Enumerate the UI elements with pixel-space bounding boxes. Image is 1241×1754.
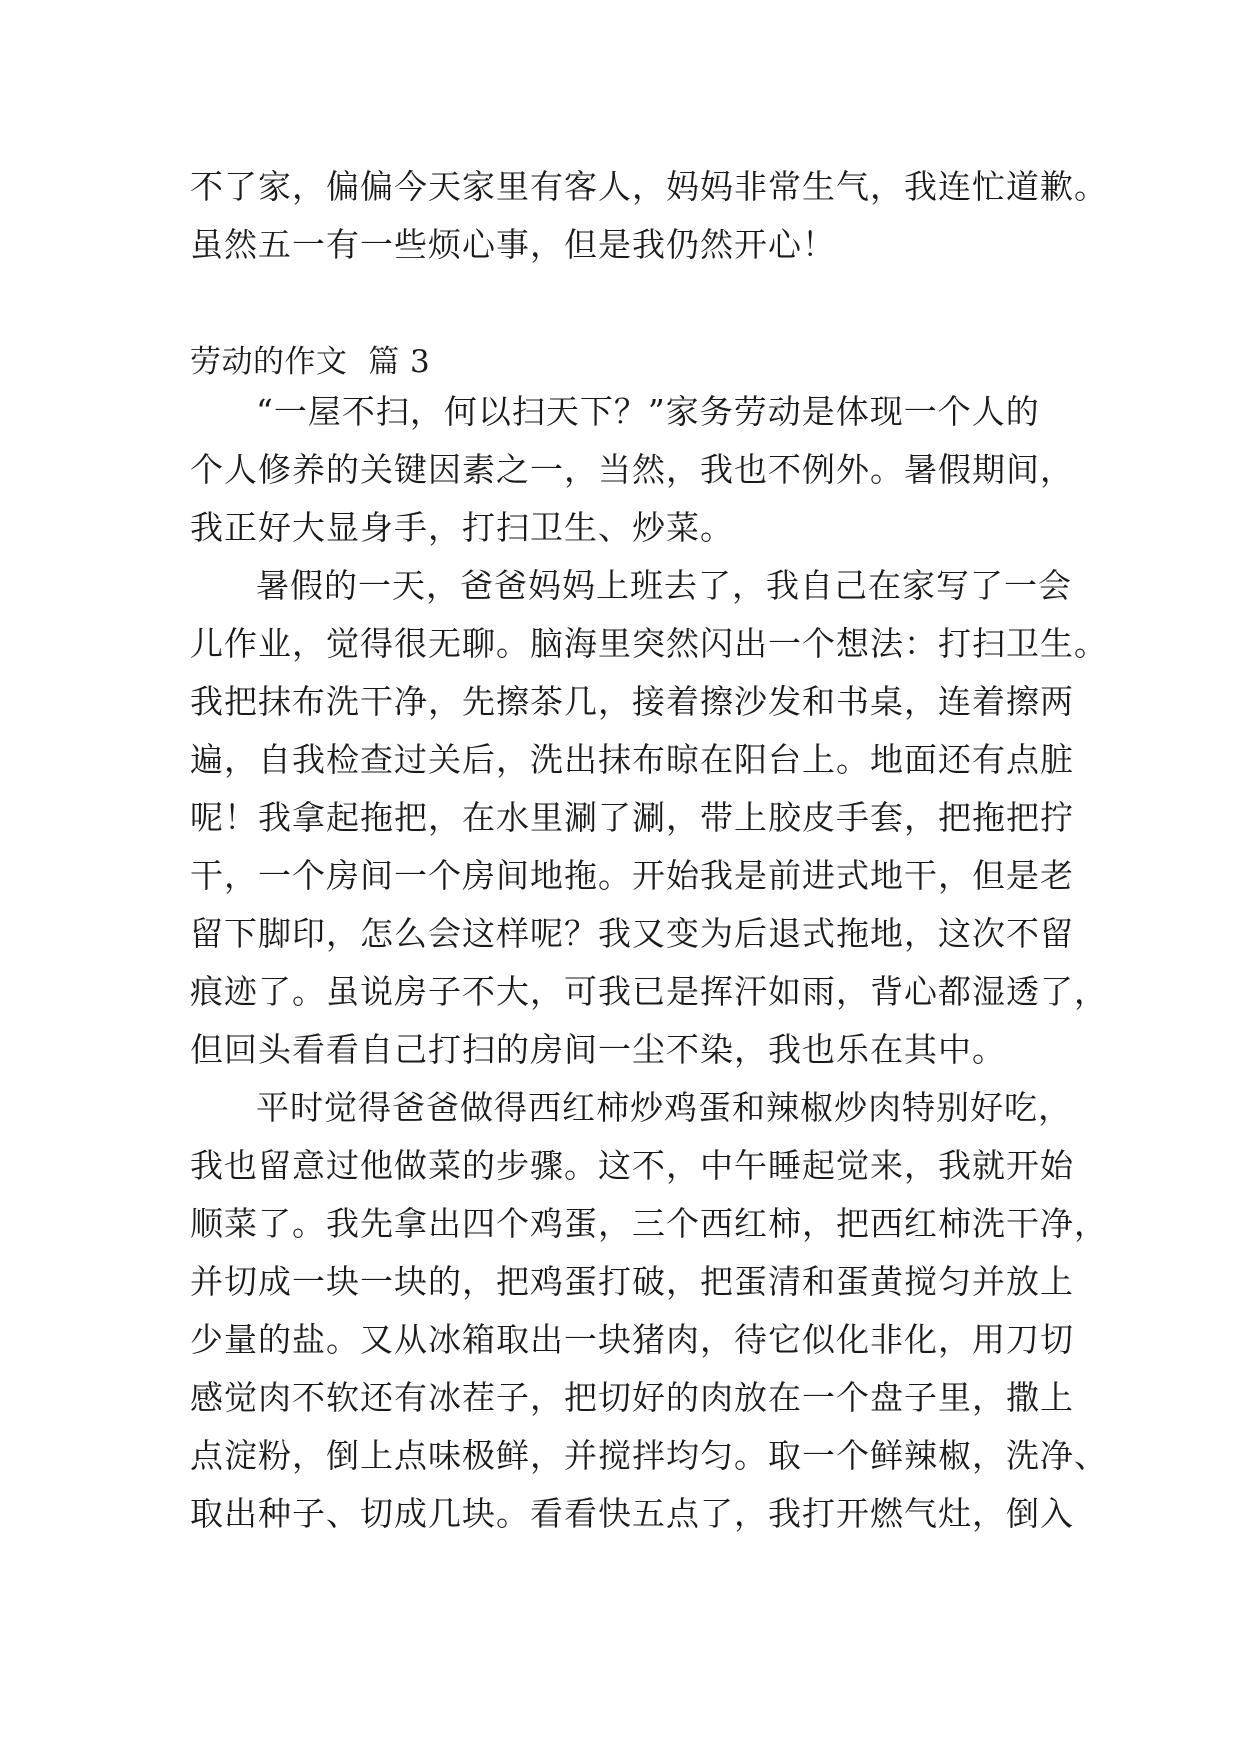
text-line: 暑假的一天，爸爸妈妈上班去了，我自己在家写了一会	[256, 566, 1072, 605]
essay-body	[190, 383, 1108, 1543]
text-line: 呢！我拿起拖把，在水里涮了涮，带上胶皮手套，把拖把拧	[190, 798, 1074, 837]
text-line: 儿作业，觉得很无聊。脑海里突然闪出一个想法：打扫卫生。	[190, 624, 1108, 663]
text-line: 遍，自我检查过关后，洗出抹布晾在阳台上。地面还有点脏	[190, 740, 1074, 779]
text-line: 顺菜了。我先拿出四个鸡蛋，三个西红柿，把西红柿洗干净，	[190, 1204, 1108, 1243]
text-line: 点淀粉，倒上点味极鲜，并搅拌均匀。取一个鲜辣椒，洗净、	[190, 1436, 1108, 1475]
text-line: 个人修养的关键因素之一，当然，我也不例外。暑假期间，	[190, 450, 1074, 489]
text-line: 虽然五一有一些烦心事，但是我仍然开心！	[190, 225, 836, 264]
text-line: 留下脚印，怎么会这样呢？我又变为后退式拖地，这次不留	[190, 914, 1074, 953]
text-line: 少量的盐。又从冰箱取出一块猪肉，待它似化非化，用刀切	[190, 1320, 1074, 1359]
text-line: 并切成一块一块的，把鸡蛋打破，把蛋清和蛋黄搅匀并放上	[190, 1262, 1074, 1301]
text-line: 平时觉得爸爸做得西红柿炒鸡蛋和辣椒炒肉特别好吃，	[256, 1088, 1072, 1127]
text-line: 我把抹布洗干净，先擦茶几，接着擦沙发和书桌，连着擦两	[190, 682, 1074, 721]
text-line: 痕迹了。虽说房子不大，可我已是挥汗如雨，背心都湿透了，	[190, 972, 1108, 1011]
text-line: 干，一个房间一个房间地拖。开始我是前进式地干，但是老	[190, 856, 1074, 895]
intro-paragraph	[190, 158, 1108, 274]
text-line: 但回头看看自己打扫的房间一尘不染，我也乐在其中。	[190, 1030, 1006, 1069]
text-line: “一屋不扫，何以扫天下？”家务劳动是体现一个人的	[256, 392, 1040, 431]
text-line: 我正好大显身手，打扫卫生、炒菜。	[190, 508, 734, 547]
text-line: 感觉肉不软还有冰茬子，把切好的肉放在一个盘子里，撒上	[190, 1378, 1074, 1417]
section-title: 劳动的作文 篇 3	[190, 344, 431, 380]
text-line: 取出种子、切成几块。看看快五点了，我打开燃气灶，倒入	[190, 1494, 1074, 1533]
text-line: 我也留意过他做菜的步骤。这不，中午睡起觉来，我就开始	[190, 1146, 1074, 1185]
text-line: 不了家，偏偏今天家里有客人，妈妈非常生气，我连忙道歉。	[190, 167, 1108, 206]
